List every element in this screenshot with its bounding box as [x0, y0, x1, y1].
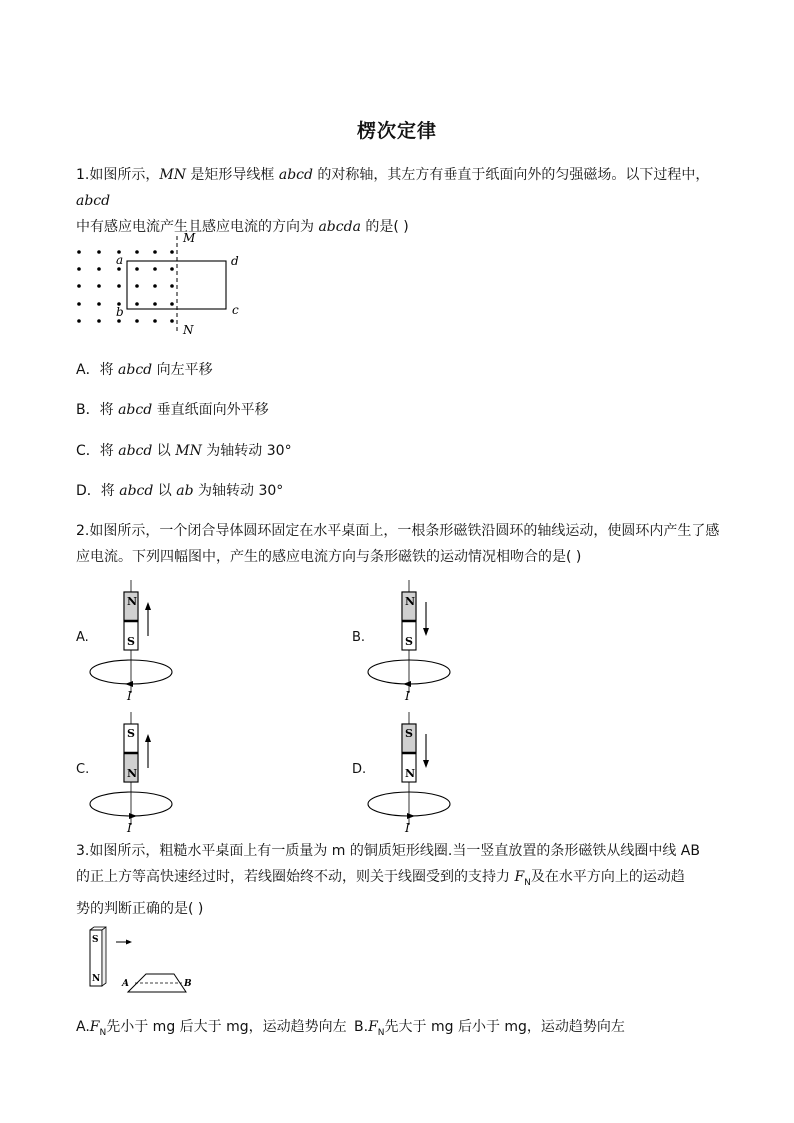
current-label: I: [127, 689, 132, 703]
q2-figure-d: [366, 710, 476, 835]
option-var2: MN: [175, 443, 202, 459]
option-var2: ab: [176, 483, 194, 499]
current-arrow: [125, 681, 133, 687]
q1-option-a[interactable]: [76, 360, 213, 380]
var-abcd: abcd: [76, 193, 111, 209]
field-dot: [117, 284, 121, 288]
q2-option-d-label[interactable]: D.: [352, 762, 367, 777]
option-post: 为轴转动 30°: [193, 483, 284, 499]
question-2-text: [76, 518, 726, 570]
q3-figure: [84, 926, 214, 1006]
option-letter: A.: [76, 1019, 90, 1035]
field-dot: [77, 284, 81, 288]
option-letter: B．: [76, 402, 100, 418]
field-dot: [170, 284, 174, 288]
option-pre: 将: [99, 362, 119, 378]
pole-n: N: [92, 974, 101, 984]
var-abcd: abcd: [278, 167, 313, 183]
option-text: 先小于 mg 后大于 mg，运动趋势向左: [106, 1019, 347, 1035]
field-dot: [135, 319, 139, 323]
q2-figure-b: [366, 578, 476, 703]
field-dot: [77, 250, 81, 254]
field-dot: [153, 284, 157, 288]
q2-figure-c: [88, 710, 198, 835]
q3-line-2: 的正上方等高快速经过时，若线圈始终不动，则关于线圈受到的支持力: [76, 869, 515, 885]
option-post: 为轴转动 30°: [201, 443, 292, 459]
q2-line-2: 应电流。下列四幅图中，产生的感应电流方向与条形磁铁的运动情况相吻合的是( ): [76, 549, 582, 565]
field-dot: [77, 302, 81, 306]
option-pre: 将: [100, 483, 120, 499]
field-dot: [97, 302, 101, 306]
pole-top: S: [127, 727, 135, 740]
var-abcda: abcda: [318, 219, 361, 235]
label-a: A: [122, 979, 129, 989]
q1-text-c: 的对称轴，其左方有垂直于纸面向外的匀强磁场。以下过程中，: [312, 167, 710, 183]
pole-top: N: [405, 595, 416, 608]
var-f-sub: N: [99, 1027, 107, 1038]
label-d: d: [231, 254, 239, 268]
pole-top: N: [127, 595, 138, 608]
field-dot: [135, 267, 139, 271]
q3-option-a[interactable]: [76, 1017, 347, 1043]
option-letter: A．: [76, 362, 100, 378]
var-fn: F: [514, 869, 525, 885]
q2-line-1: 2.如图所示，一个闭合导体圆环固定在水平桌面上，一根条形磁铁沿圆环的轴线运动，使圆环内产生了感: [76, 523, 720, 539]
field-dot: [97, 250, 101, 254]
pole-top: S: [405, 727, 413, 740]
var-f-sub: N: [377, 1027, 385, 1038]
field-dot: [117, 319, 121, 323]
label-b: b: [116, 305, 124, 319]
field-dot: [117, 267, 121, 271]
option-mid: 以: [152, 443, 176, 459]
option-text: 先大于 mg 后小于 mg，运动趋势向左: [384, 1019, 625, 1035]
q1-figure: [70, 228, 270, 338]
field-dot: [77, 267, 81, 271]
option-post: 向左平移: [152, 362, 213, 378]
current-label: I: [405, 689, 410, 703]
label-b: B: [184, 979, 192, 989]
field-dot: [135, 284, 139, 288]
option-letter: B.: [354, 1019, 369, 1035]
q2-figure-a: [88, 578, 198, 703]
q3-line-1: 3.如图所示，粗糙水平桌面上有一质量为 m 的铜质矩形线圈.当一竖直放置的条形磁铁从线圈中线 AB: [76, 843, 700, 859]
option-var: abcd: [118, 443, 153, 459]
q2-option-a-label[interactable]: A.: [76, 630, 89, 645]
q1-text-a: 如图所示，: [89, 167, 160, 183]
option-post: 垂直纸面向外平移: [152, 402, 269, 418]
pole-bottom: S: [405, 635, 413, 648]
option-pre: 将: [99, 443, 119, 459]
var-fn-sub: N: [524, 877, 531, 888]
pole-bottom: N: [405, 767, 416, 780]
current-label: I: [127, 821, 132, 835]
var-f: F: [368, 1019, 378, 1035]
field-dot: [97, 319, 101, 323]
q1-option-c[interactable]: [76, 441, 292, 461]
option-var: abcd: [118, 402, 153, 418]
field-dot: [97, 267, 101, 271]
field-dot: [97, 284, 101, 288]
option-var: abcd: [118, 362, 153, 378]
question-3-text: [76, 838, 726, 922]
label-m: M: [183, 231, 196, 245]
current-arrow: [129, 813, 137, 819]
pole-s: S: [92, 935, 99, 945]
option-letter: D．: [76, 483, 101, 499]
option-letter: C．: [76, 443, 100, 459]
q2-option-b-label[interactable]: B.: [352, 630, 366, 645]
option-var: abcd: [119, 483, 154, 499]
pole-bottom: S: [127, 635, 135, 648]
q1-text-e: 的是( ): [360, 219, 409, 235]
var-f: F: [89, 1019, 100, 1035]
q1-option-b[interactable]: [76, 400, 269, 420]
field-dot: [170, 319, 174, 323]
option-pre: 将: [99, 402, 119, 418]
field-dot: [170, 302, 174, 306]
var-mn: MN: [159, 167, 186, 183]
question-number: 1.: [76, 167, 90, 183]
label-n: N: [183, 323, 194, 337]
field-dot: [170, 250, 174, 254]
q2-option-c-label[interactable]: C.: [76, 762, 90, 777]
field-dot: [153, 267, 157, 271]
field-dot: [135, 302, 139, 306]
pole-bottom: N: [127, 767, 138, 780]
q1-option-d[interactable]: [76, 481, 283, 501]
field-dot: [135, 250, 139, 254]
field-dot: [153, 302, 157, 306]
current-arrow: [407, 813, 415, 819]
q1-text-b: 是矩形导线框: [185, 167, 279, 183]
q3-line-2-end: 及在水平方向上的运动趋: [530, 869, 685, 885]
q1-text-d: 中有感应电流产生且感应电流的方向为: [76, 219, 319, 235]
page-title: 楞次定律: [356, 120, 437, 142]
field-dot: [153, 250, 157, 254]
current-label: I: [405, 821, 410, 835]
field-dot: [170, 267, 174, 271]
q3-option-b[interactable]: [354, 1017, 625, 1043]
field-dot: [77, 319, 81, 323]
current-arrow: [403, 681, 411, 687]
label-c: c: [232, 303, 239, 317]
label-a: a: [116, 253, 124, 267]
field-dot: [153, 319, 157, 323]
option-mid: 以: [153, 483, 177, 499]
q3-line-3: 势的判断正确的是( ): [76, 900, 204, 917]
